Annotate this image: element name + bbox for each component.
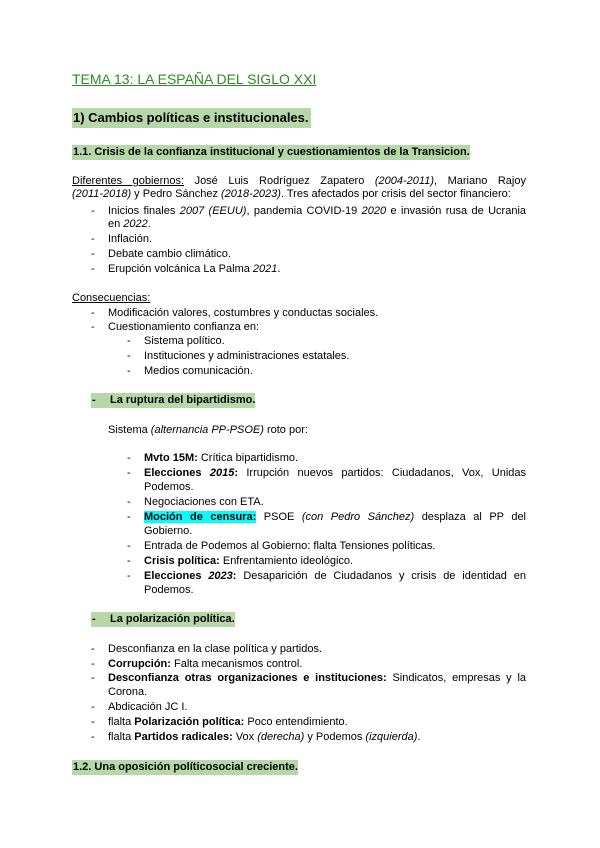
bold: Mvto 15M: [144,452,198,464]
crisis-item-1 [108,205,526,218]
consecuencias-item-2: Cuestionamiento confianza en: [108,321,260,333]
polarizacion-item-5 [108,716,348,729]
ruptura-item-crisis [144,555,353,568]
text: Sistema [108,424,151,436]
text-italic: (izquierda) [365,731,418,743]
gobiernos-text: y Pedro Sánchez [131,188,222,200]
gobiernos-text: José Luis Rodríguez Zapatero [194,175,365,187]
polarizacion-item-3-cont: Corona. [108,686,148,698]
bullet-dash: - [127,365,131,377]
page-title: TEMA 13: LA ESPAÑA DEL SIGLO XXI [72,71,317,87]
text-italic: (con Pedro Sánchez) [301,511,415,523]
subsection-heading-1-2: 1.2. Una oposición políticosocial creciente. [73,761,298,773]
section-heading-1: 1) Cambios políticas e institucionales. [72,108,311,128]
text: Crítica bipartidismo. [197,452,299,464]
gobiernos-date: (2018-2023) [221,188,281,200]
date: 2021 [252,263,278,275]
bold: Crisis política: [144,555,220,567]
text: . [147,218,151,230]
text: Erupción volcánica La Palma [108,263,253,275]
consecuencias-sub-2: Instituciones y administraciones estatales. [144,350,350,362]
ruptura-item-2023 [144,570,526,583]
text: Desaparición de Ciudadanos y crisis de identidad en [243,570,526,582]
text: desplaza al PP del [421,511,527,523]
bullet-dash: - [91,701,95,713]
bold: Desconfianza otras organizaciones e instituciones: [108,672,387,684]
bold: Partidos radicales: [134,731,233,743]
bold: Polarización política: [134,716,245,728]
consecuencias-label: Consecuencias: [72,292,151,304]
bullet-dash: - [127,335,131,347]
gobiernos-text: . Tres afectados por crisis del sector financiero: [280,188,511,200]
ruptura-heading [91,393,255,408]
gobiernos-text: , Mariano Rajoy [434,175,526,187]
polarizacion-item-2 [108,658,302,671]
ruptura-item-podemos: Entrada de Podemos al Gobierno: flalta Tensiones políticas. [144,540,436,552]
bullet-dash: - [127,496,131,508]
gobiernos-line-2 [72,188,511,201]
ruptura-item-eta: Negociaciones con ETA. [144,496,264,508]
bold [144,467,238,479]
bullet-dash: - [91,263,95,275]
text-italic: (alternancia PP-PSOE) [150,424,264,436]
text: Elecciones [144,570,209,582]
date: 2007 (EEUU) [179,205,247,217]
polarizacion-item-4: Abdicación JC I. [108,701,188,713]
text: Sindicatos, empresas y la [392,672,527,684]
ruptura-heading-text: La ruptura del bipartidismo. [110,394,256,406]
bullet-dash: - [91,672,95,684]
gobiernos-label: Diferentes gobiernos: [72,175,185,187]
text: Irrupción nuevos partidos: Ciudadanos, Vox, Unidas [246,467,526,479]
bullet-dash: - [91,307,95,319]
bullet-dash: - [91,716,95,728]
ruptura-item-2015-cont: Podemos. [144,481,194,493]
polarizacion-item-3 [108,672,526,685]
bullet-dash: - [127,350,131,362]
text: roto por: [263,424,308,436]
polarizacion-heading [91,612,235,627]
crisis-item-4 [108,263,280,276]
ruptura-item-2023-cont: Podemos. [144,584,194,596]
bullet-dash: - [91,248,95,260]
year: 2023 [208,570,233,582]
ruptura-item-mocion-cont: Gobierno. [144,525,193,537]
text-italic: (derecha) [257,731,305,743]
bullet-dash: - [91,731,95,743]
text: Vox [232,731,258,743]
gobiernos-date: (2011-2018) [72,188,132,200]
highlight: Moción de censura: [144,511,257,523]
consecuencias-item-1: Modificación valores, costumbres y conductas sociales. [108,307,379,319]
polarizacion-heading-text: La polarización política. [110,613,235,625]
bullet-dash: - [127,540,131,552]
year: 2015 [209,467,235,479]
ruptura-item-mocion [144,511,526,524]
bullet-dash: - [92,613,96,625]
bullet-dash: - [91,643,95,655]
bullet-dash: - [91,205,95,217]
ruptura-item-2015 [144,467,526,480]
polarizacion-item-6 [108,731,420,744]
gobiernos-line-1 [72,175,526,188]
bullet-dash: - [127,511,131,523]
polarizacion-item-1: Desconfianza en la clase política y partidos. [108,643,323,655]
bullet-dash: - [91,321,95,333]
text: flalta [108,716,135,728]
text: : [232,570,237,582]
text: en [108,218,124,230]
text: . [417,731,421,743]
text: Inicios finales [108,205,180,217]
gobiernos-date: (2004-2011) [374,175,434,187]
bullet-dash: - [92,394,96,406]
crisis-item-1-cont [108,218,151,231]
crisis-item-3: Debate cambio climático. [108,248,231,260]
crisis-item-2: Inflación. [108,233,153,245]
ruptura-intro [108,424,308,437]
text: Elecciones [144,467,210,479]
text: Poco entendimiento. [244,716,348,728]
consecuencias-sub-3: Medios comunicación. [144,365,253,377]
text: e invasión rusa de Ucrania [386,205,527,217]
consecuencias-sub-1: Sistema político. [144,335,225,347]
text: : [234,467,238,479]
text: flalta [108,731,135,743]
subsection-heading-1-1: 1.1. Crisis de la confianza institucional y cuestionamientos de la Transicion. [73,146,470,158]
text: Falta mecanismos control. [170,658,303,670]
text: Enfrentamiento ideológico. [219,555,354,567]
bullet-dash: - [127,555,131,567]
text: y Podemos [304,731,366,743]
bold [144,570,236,582]
ruptura-item-15m [144,452,298,465]
text: , pandemia COVID-19 [246,205,362,217]
bullet-dash: - [91,233,95,245]
date: 2022 [123,218,148,230]
text: PSOE [263,511,295,523]
text: . [277,263,281,275]
bold: Corrupción: [108,658,171,670]
date: 2020 [361,205,387,217]
bullet-dash: - [127,452,131,464]
bullet-dash: - [91,658,95,670]
bullet-dash: - [127,467,131,479]
bullet-dash: - [127,570,131,582]
